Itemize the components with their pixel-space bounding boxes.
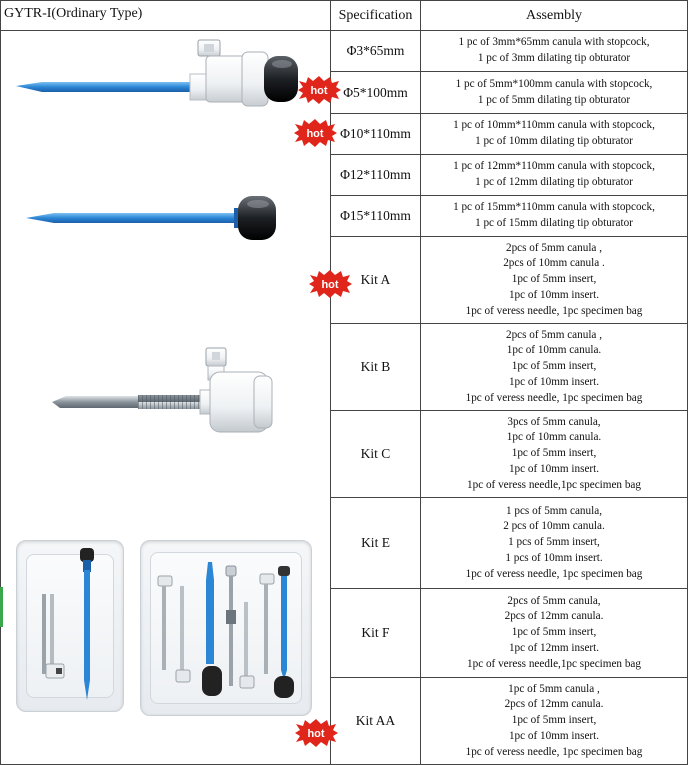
spec-cell: Kit AA [355, 713, 396, 728]
hot-label: hot [307, 728, 325, 740]
spec-cell: Φ3*65mm [346, 43, 405, 58]
hot-label: hot [321, 279, 339, 291]
spec-cell: Φ15*110mm [340, 208, 411, 223]
spec-cell: Φ12*110mm [340, 167, 411, 182]
hot-badge-icon [307, 270, 353, 298]
table-border-left [0, 0, 1, 765]
spec-column-header: Specification [338, 7, 413, 23]
table-title: GYTR-I(Ordinary Type) [4, 6, 143, 21]
trocar-with-stopcock-icon [12, 38, 302, 110]
obturator-icon [24, 194, 304, 242]
assembly-cell: 1 pc of 3mm*65mm canula with stopcock, 1 pc of 3mm dilating tip obturator [458, 36, 650, 64]
hot-label: hot [310, 85, 328, 97]
assembly-cell: 2pcs of 5mm canula, 2pcs of 12mm canula. 1pc of 5mm insert, 1pc of 12mm insert. 1pc of veress needle,1pc specimen bag [467, 594, 641, 670]
threaded-cannula-icon [50, 346, 275, 434]
assembly-cell: 1 pc of 10mm*110mm canula with stopcock, 1 pc of 10mm dilating tip obturator [453, 119, 655, 147]
spec-cell: Kit B [360, 359, 391, 374]
spec-cell: Kit C [360, 446, 391, 461]
hot-badge-icon [292, 119, 338, 147]
hot-badge-icon [296, 76, 342, 104]
assembly-cell: 2pcs of 5mm canula , 1pc of 10mm canula. 1pc of 5mm insert, 1pc of 10mm insert. 1pc of veress needle, 1pc specimen bag [465, 328, 643, 404]
spec-cell: Kit A [360, 272, 391, 287]
hot-label: hot [306, 128, 324, 140]
spec-cell: Φ5*100mm [343, 84, 408, 100]
assembly-cell: 1pc of 5mm canula , 2pcs of 12mm canula. 1pc of 5mm insert, 1pc of 10mm insert. 1pc of veress needle, 1pc specimen bag [465, 682, 643, 758]
spec-cell: Kit E [361, 535, 390, 550]
hot-badge-icon [293, 719, 339, 747]
assembly-cell: 3pcs of 5mm canula, 1pc of 10mm canula. 1pc of 5mm insert, 1pc of 10mm insert. 1pc of veress needle,1pc specimen bag [467, 415, 641, 491]
assembly-cell: 1 pcs of 5mm canula, 2 pcs of 10mm canula. 1 pcs of 5mm insert, 1 pcs of 10mm insert. 1pc of veress needle, 1pc specimen bag [465, 504, 643, 580]
assembly-cell: 1 pc of 12mm*110mm canula with stopcock, 1 pc of 12mm dilating tip obturator [453, 160, 655, 188]
green-edge [0, 587, 3, 627]
kit-tray-large-icon [140, 540, 312, 716]
kit-tray-small-icon [16, 540, 124, 712]
assembly-cell: 1 pc of 5mm*100mm canula with stopcock, 1 pc of 5mm dilating tip obturator [455, 77, 653, 106]
spec-cell: Φ10*110mm [340, 126, 411, 141]
assembly-column-header: Assembly [526, 7, 582, 23]
assembly-cell: 1 pc of 15mm*110mm canula with stopcock, 1 pc of 15mm dilating tip obturator [453, 201, 655, 229]
assembly-cell: 2pcs of 5mm canula , 2pcs of 10mm canula . 1pc of 5mm insert, 1pc of 10mm insert. 1pc of veress needle, 1pc specimen bag [465, 241, 643, 317]
spec-cell: Kit F [361, 625, 390, 640]
